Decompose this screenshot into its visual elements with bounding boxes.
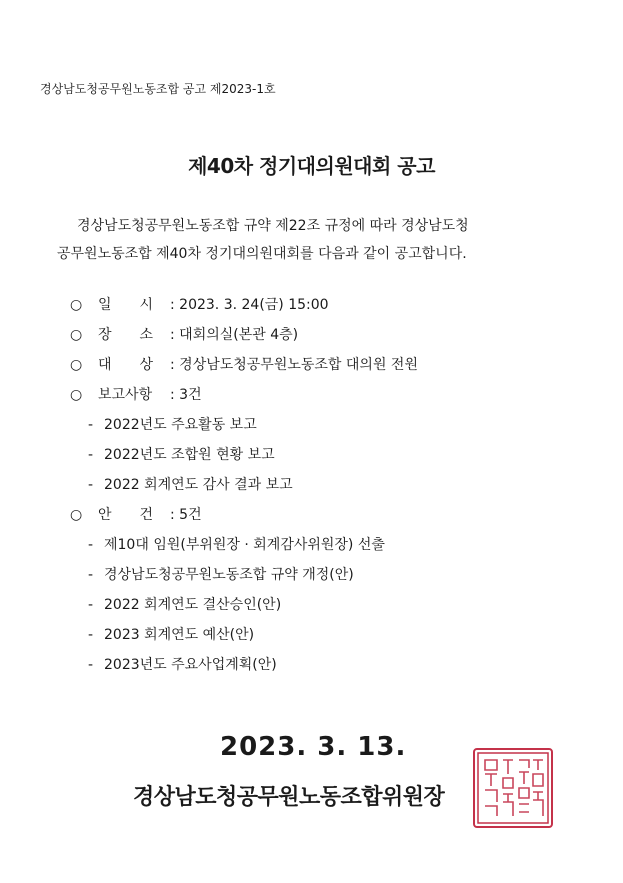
dash-bullet: - (88, 627, 94, 643)
dash-bullet: - (88, 597, 94, 613)
circle-bullet: ○ (70, 357, 83, 373)
subitem-text: 경상남도청공무원노동조합 규약 개정(안) (104, 567, 354, 583)
item-value: : 2023. 3. 24(금) 15:00 (170, 297, 329, 313)
dash-bullet: - (88, 477, 94, 493)
item-datetime (70, 290, 418, 320)
item-label: 대 상 (98, 357, 154, 373)
notice-number: 경상남도청공무원노동조합 공고 제2023-1호 (40, 82, 276, 96)
intro-line-2: 공무원노동조합 제40차 정기대의원대회를 다음과 같이 공고합니다. (57, 246, 467, 262)
notice-items (70, 290, 418, 680)
issue-date: 2023. 3. 13. (220, 732, 407, 762)
agenda-subitem (88, 650, 436, 680)
report-subitem (88, 440, 436, 470)
official-seal-stamp (473, 748, 553, 828)
report-subitem (88, 470, 436, 500)
issuer-name: 경상남도청공무원노동조합위원장 (133, 785, 445, 810)
dash-bullet: - (88, 447, 94, 463)
agenda-subitem (88, 530, 436, 560)
circle-bullet: ○ (70, 327, 83, 343)
subitem-text: 2022 회계연도 감사 결과 보고 (104, 477, 293, 493)
circle-bullet: ○ (70, 387, 83, 403)
seal-stamp-graphic (475, 750, 551, 826)
subitem-text: 2022년도 조합원 현황 보고 (104, 447, 275, 463)
item-value: : 3건 (170, 387, 202, 403)
dash-bullet: - (88, 657, 94, 673)
item-reports (70, 380, 418, 410)
subitem-text: 2022년도 주요활동 보고 (104, 417, 257, 433)
agenda-subitem (88, 620, 436, 650)
item-label: 일 시 (98, 297, 154, 313)
circle-bullet: ○ (70, 297, 83, 313)
item-target (70, 350, 418, 380)
intro-paragraph (57, 212, 587, 268)
document-title: 제40차 정기대의원대회 공고 (188, 154, 435, 178)
item-label: 안 건 (98, 507, 154, 523)
item-label: 장 소 (98, 327, 154, 343)
dash-bullet: - (88, 417, 94, 433)
subitem-text: 2022 회계연도 결산승인(안) (104, 597, 282, 613)
item-label: 보고사항 (98, 387, 153, 403)
subitem-text: 2023 회계연도 예산(안) (104, 627, 255, 643)
intro-line-1: 경상남도청공무원노동조합 규약 제22조 규정에 따라 경상남도청 (77, 218, 469, 234)
agenda-subitem (88, 560, 436, 590)
item-value: : 경상남도청공무원노동조합 대의원 전원 (170, 357, 418, 373)
report-subitem (88, 410, 436, 440)
subitem-text: 제10대 임원(부위원장 · 회계감사위원장) 선출 (104, 537, 385, 553)
item-value: : 대회의실(본관 4층) (170, 327, 299, 343)
dash-bullet: - (88, 567, 94, 583)
subitem-text: 2023년도 주요사업계획(안) (104, 657, 277, 673)
agenda-subitem (88, 590, 436, 620)
circle-bullet: ○ (70, 507, 83, 523)
item-value: : 5건 (170, 507, 202, 523)
dash-bullet: - (88, 537, 94, 553)
item-location (70, 320, 418, 350)
item-agenda (70, 500, 418, 530)
